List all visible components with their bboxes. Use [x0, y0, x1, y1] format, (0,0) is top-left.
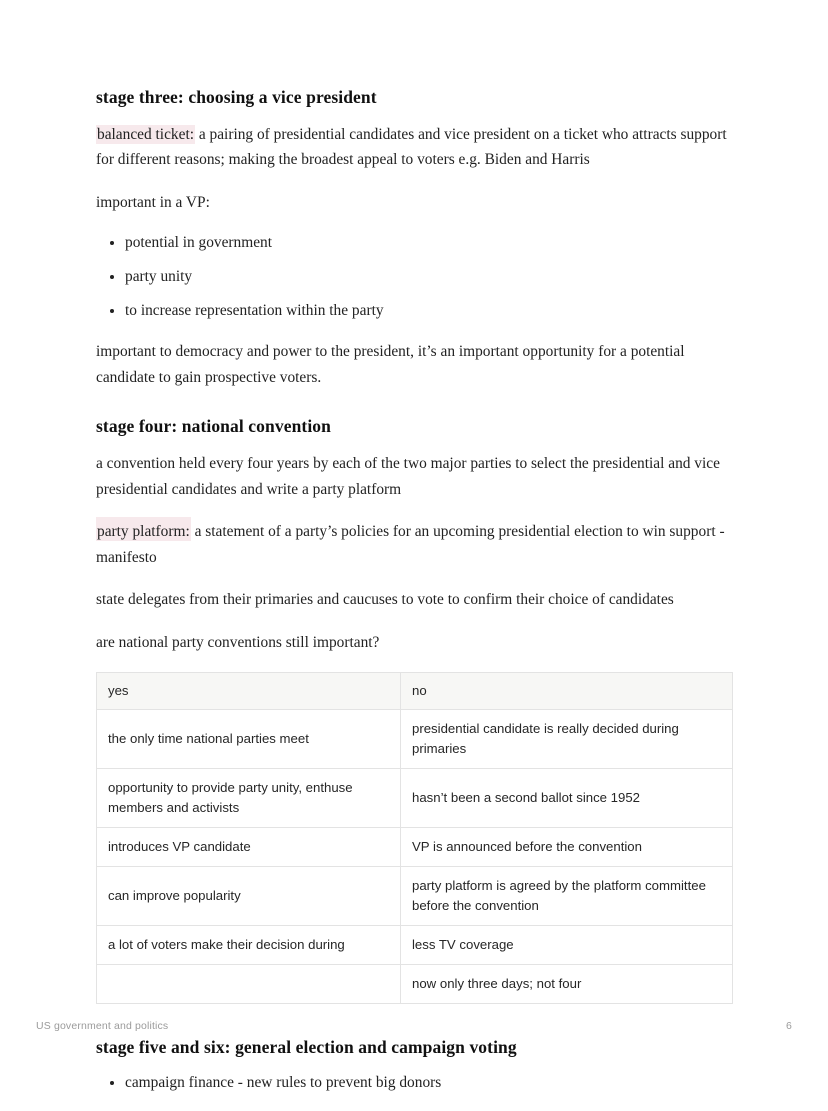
- heading-stage-four: stage four: national convention: [96, 416, 331, 437]
- vp-qualities-list: [96, 232, 732, 322]
- page-content: [96, 86, 732, 1111]
- cell-yes: [97, 965, 401, 1004]
- footer-page-number: 6: [786, 1020, 792, 1032]
- column-header-no: no: [401, 673, 733, 710]
- conventions-question: are national party conventions still important?: [96, 633, 380, 651]
- bullet-dot-icon: [110, 309, 114, 313]
- list-item-label: potential in government: [125, 234, 273, 252]
- table-row: [97, 926, 733, 965]
- list-item: [96, 232, 732, 254]
- stage-four-block: [96, 415, 732, 438]
- footer-document-title: US government and politics: [36, 1020, 169, 1032]
- stage-three-closing-paragraph: important to democracy and power to the president, it’s an important opportunity for a potential candidate to gain prospective voters.: [96, 343, 685, 386]
- state-delegates-paragraph: state delegates from their primaries and caucuses to vote to confirm their choice of candidates: [96, 591, 674, 608]
- important-in-vp-lead-in: important in a VP:: [96, 193, 210, 211]
- cell-yes: the only time national parties meet: [97, 710, 401, 769]
- heading-stage-three: stage three: choosing a vice president: [96, 87, 377, 107]
- bullet-dot-icon: [110, 1081, 114, 1085]
- cell-yes: a lot of voters make their decision during: [97, 926, 401, 965]
- table-row: [97, 867, 733, 926]
- cell-no: less TV coverage: [401, 926, 733, 965]
- list-item-label: party unity: [125, 268, 193, 286]
- list-item: [96, 1072, 732, 1094]
- page-footer: [36, 1020, 792, 1032]
- cell-yes: can improve popularity: [97, 867, 401, 926]
- party-platform-body: a statement of a party’s policies for an upcoming presidential election to win support - manifesto: [96, 523, 725, 566]
- column-header-yes: yes: [97, 673, 401, 710]
- list-item: [96, 266, 732, 288]
- table-row: [97, 965, 733, 1004]
- campaign-finance-list: [96, 1072, 732, 1094]
- table-row: [97, 710, 733, 769]
- party-platform-definition: [96, 519, 732, 570]
- bullet-dot-icon: [110, 275, 114, 279]
- cell-yes: introduces VP candidate: [97, 828, 401, 867]
- list-item-label: to increase representation within the party: [125, 302, 384, 320]
- balanced-ticket-term: balanced ticket:: [97, 125, 194, 143]
- list-item-label: campaign finance - new rules to prevent big donors: [125, 1073, 442, 1091]
- table-row: [97, 828, 733, 867]
- cell-yes: opportunity to provide party unity, enthuse members and activists: [97, 769, 401, 828]
- party-platform-term: party platform:: [96, 517, 191, 541]
- heading-stage-five-six: stage five and six: general election and campaign voting: [96, 1037, 517, 1057]
- balanced-ticket-body: a pairing of presidential candidates and vice president on a ticket who attracts support for different reasons; making the broadest appeal to voters e.g. Biden and Harris: [96, 125, 727, 169]
- stage-five-six-block: [96, 1036, 732, 1059]
- stage-three-block: [96, 86, 732, 109]
- table-row: [97, 769, 733, 828]
- cell-no: party platform is agreed by the platform committee before the convention: [401, 867, 733, 926]
- table-header-row: [97, 673, 733, 710]
- list-item: [96, 300, 732, 322]
- cell-no: VP is announced before the convention: [401, 828, 733, 867]
- cell-no: now only three days; not four: [401, 965, 733, 1004]
- conventions-comparison-table: [96, 672, 733, 1004]
- cell-no: hasn’t been a second ballot since 1952: [401, 769, 733, 828]
- cell-no: presidential candidate is really decided during primaries: [401, 710, 733, 769]
- bullet-dot-icon: [110, 241, 114, 245]
- national-convention-intro: a convention held every four years by each of the two major parties to select the presidential and vice presidential candidates and write a party platform: [96, 455, 720, 498]
- balanced-ticket-definition: [96, 122, 732, 173]
